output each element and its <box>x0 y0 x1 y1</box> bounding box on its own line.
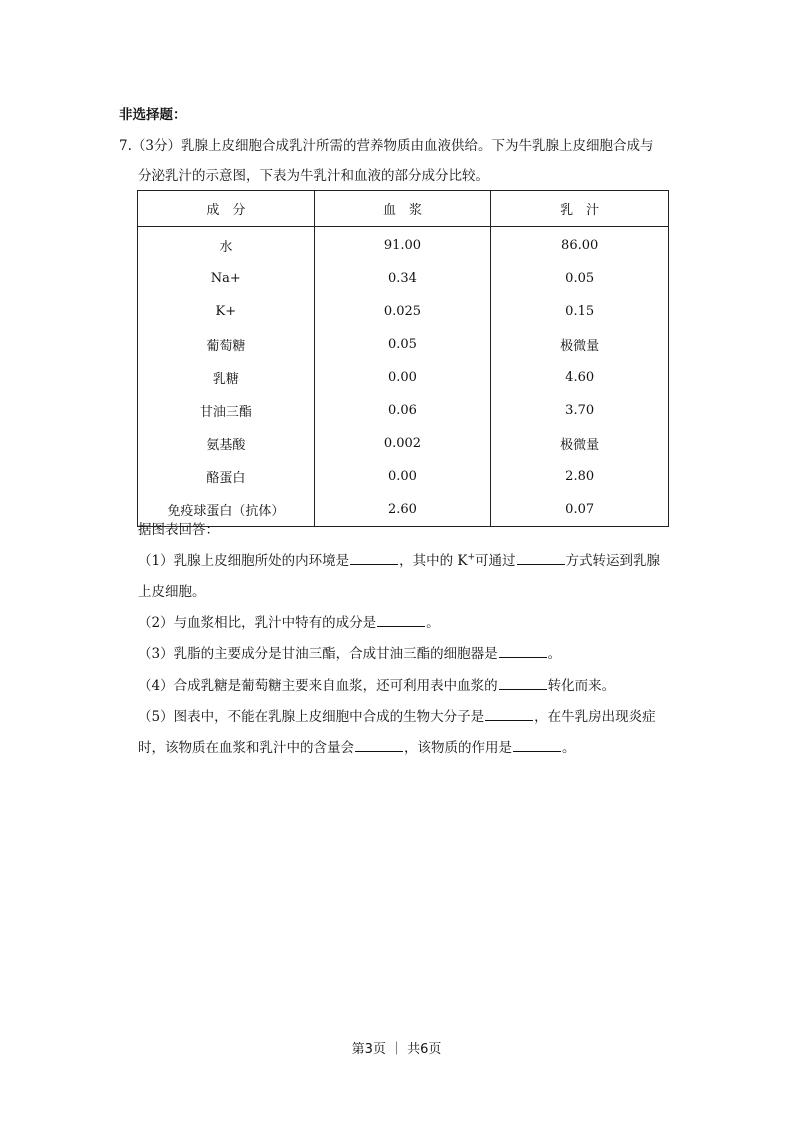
sub1-superscript: + <box>467 552 476 563</box>
sub2-text-a: （2）与血浆相比，乳汁中特有的成分是 <box>138 615 377 631</box>
table-row <box>138 361 669 394</box>
sub1-text-b: ，其中的 K <box>399 553 468 569</box>
sub4-text-a: （4）合成乳糖是葡萄糖主要来自血浆，还可利用表中血浆的 <box>138 678 498 694</box>
question-line-2: 分泌乳汁的示意图，下表为牛乳汁和血液的部分成分比较。 <box>138 168 489 184</box>
table-row <box>138 328 669 361</box>
sub-question-3 <box>138 642 561 662</box>
cell-milk: 0.05 <box>491 262 669 295</box>
header-milk: 乳 汁 <box>491 191 669 227</box>
answer-blank-1b[interactable] <box>517 552 565 565</box>
question-number: 7. <box>119 138 132 154</box>
sub-question-1-continued: 上皮细胞。 <box>138 584 206 600</box>
sub5-text-a: （5）图表中，不能在乳腺上皮细胞中合成的生物大分子是 <box>138 709 485 725</box>
cell-milk: 0.07 <box>491 493 669 527</box>
table-row <box>138 427 669 460</box>
cell-milk: 极微量 <box>491 328 669 361</box>
composition-table <box>137 190 669 527</box>
question-score: （3分） <box>131 138 181 154</box>
cell-plasma: 0.34 <box>314 262 491 295</box>
sub5-text-d: ，该物质的作用是 <box>404 740 512 756</box>
section-title: 非选择题： <box>119 107 187 123</box>
cell-milk: 4.60 <box>491 361 669 394</box>
sub5-text-b: ，在牛乳房出现炎症 <box>534 709 656 725</box>
cell-component: 氨基酸 <box>138 427 315 460</box>
cell-component: 水 <box>138 227 315 263</box>
cell-plasma: 2.60 <box>314 493 491 527</box>
header-plasma: 血 浆 <box>314 191 491 227</box>
answer-prompt: 据图表回答： <box>138 522 219 538</box>
question-line-1 <box>119 134 653 154</box>
table-header-row <box>138 191 669 227</box>
cell-plasma: 0.05 <box>314 328 491 361</box>
cell-component: 免疫球蛋白（抗体） <box>138 493 315 527</box>
answer-blank-5c[interactable] <box>513 739 561 752</box>
sub-question-5-continued <box>138 736 576 756</box>
answer-blank-5a[interactable] <box>485 708 533 721</box>
sub-question-5 <box>138 705 656 725</box>
answer-blank-3[interactable] <box>499 645 547 658</box>
cell-plasma: 0.002 <box>314 427 491 460</box>
table-row <box>138 227 669 263</box>
sub-question-1 <box>138 549 660 569</box>
table-row <box>138 295 669 328</box>
sub1-text-c: 可通过 <box>475 553 516 569</box>
table-row <box>138 262 669 295</box>
sub5-text-c: 时，该物质在血浆和乳汁中的含量会 <box>138 740 354 756</box>
sub4-text-b: 转化而来。 <box>547 678 616 694</box>
cell-milk: 2.80 <box>491 460 669 493</box>
cell-milk: 3.70 <box>491 394 669 427</box>
answer-blank-5b[interactable] <box>355 739 403 752</box>
cell-milk: 86.00 <box>491 227 669 263</box>
cell-plasma: 0.00 <box>314 361 491 394</box>
sub5-text-e: 。 <box>562 740 576 756</box>
answer-blank-2[interactable] <box>377 614 425 627</box>
answer-blank-4[interactable] <box>499 677 547 690</box>
sub1-text-a: （1）乳腺上皮细胞所处的内环境是 <box>138 553 350 569</box>
sub-question-4 <box>138 674 615 694</box>
header-component: 成 分 <box>138 191 315 227</box>
cell-plasma: 91.00 <box>314 227 491 263</box>
cell-component: K+ <box>138 295 315 328</box>
cell-component: 葡萄糖 <box>138 328 315 361</box>
sub-question-2 <box>138 611 440 631</box>
cell-component: 乳糖 <box>138 361 315 394</box>
table-row <box>138 394 669 427</box>
question-text-1: 乳腺上皮细胞合成乳汁所需的营养物质由血液供给。下为牛乳腺上皮细胞合成与 <box>180 138 654 154</box>
cell-component: 酪蛋白 <box>138 460 315 493</box>
cell-plasma: 0.06 <box>314 394 491 427</box>
sub2-text-b: 。 <box>426 615 440 631</box>
table-row <box>138 460 669 493</box>
cell-component: Na+ <box>138 262 315 295</box>
cell-milk: 0.15 <box>491 295 669 328</box>
cell-component: 甘油三酯 <box>138 394 315 427</box>
sub3-text-b: 。 <box>547 646 562 662</box>
sub1-text-d: 方式转运到乳腺 <box>565 553 661 569</box>
page-footer: 第3页 ｜ 共6页 <box>351 1042 442 1057</box>
cell-plasma: 0.00 <box>314 460 491 493</box>
answer-blank-1a[interactable] <box>350 552 398 565</box>
sub3-text-a: （3）乳脂的主要成分是甘油三酯，合成甘油三酯的细胞器是 <box>138 646 498 662</box>
cell-plasma: 0.025 <box>314 295 491 328</box>
cell-milk: 极微量 <box>491 427 669 460</box>
